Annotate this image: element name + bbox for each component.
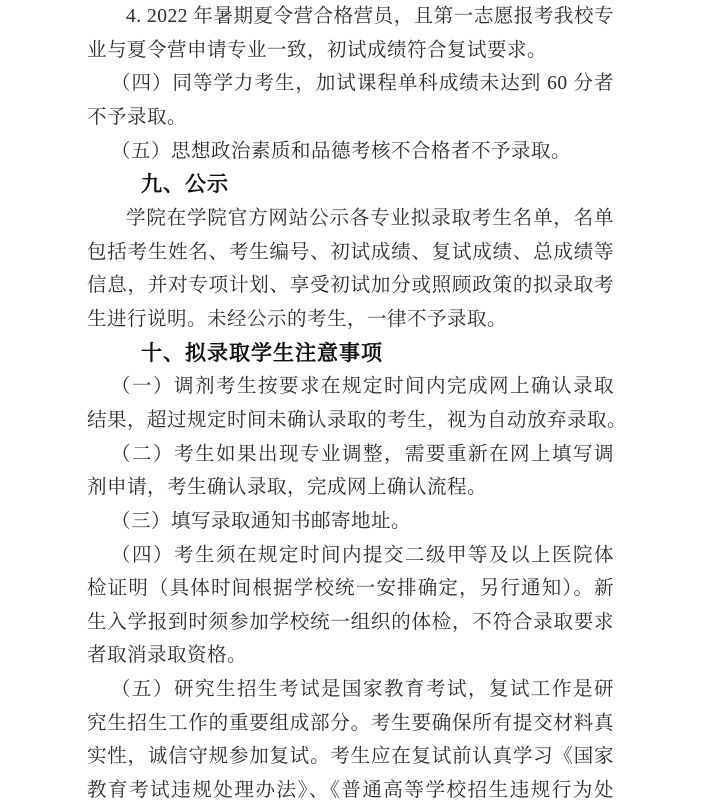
text-line: 检证明（具体时间根据学校统一安排确定，另行通知）。新 [87,578,614,600]
text-line: 实性，诚信守规参加复试。考生应在复试前认真学习《国家 [87,746,614,768]
text-line: （五）研究生招生考试是国家教育考试，复试工作是研 [111,679,614,701]
text-line: （四）同等学力考生，加试课程单科成绩未达到 60 分者 [111,73,614,95]
text-line: （二）考生如果出现专业调整，需要重新在网上填写调 [111,443,614,465]
text-line: （三）填写录取通知书邮寄地址。 [111,510,412,532]
section-heading: 九、公示 [141,173,229,197]
text-line: 生入学报到时须参加学校统一组织的体检，不符合录取要求 [87,611,614,633]
text-line: （四）考生须在规定时间内提交二级甲等及以上医院体 [111,544,614,566]
text-line: 教育考试违规处理办法》、《普通高等学校招生违规行为处 [87,780,614,802]
text-line: 生进行说明。未经公示的考生，一律不予录取。 [87,308,508,330]
text-line: 不予录取。 [87,106,188,128]
text-line: 信息，并对专项计划、享受初试加分或照顾政策的拟录取考 [87,275,614,297]
text-line: 学院在学院官方网站公示各专业拟录取考生名单，名单 [126,207,614,229]
text-line: 剂申请，考生确认录取，完成网上确认流程。 [87,477,488,499]
text-line: （一）调剂考生按要求在规定时间内完成网上确认录取 [111,376,614,398]
text-line: 业与夏令营申请专业一致，初试成绩符合复试要求。 [87,39,548,61]
document-content [87,0,628,808]
text-line: 究生招生工作的重要组成部分。考生要确保所有提交材料真 [87,712,614,734]
text-line: 4. 2022 年暑期夏令营合格营员，且第一志愿报考我校专 [126,6,614,27]
section-heading: 十、拟录取学生注意事项 [141,341,383,365]
text-line: 包括考生姓名、考生编号、初试成绩、复试成绩、总成绩等 [87,241,614,263]
text-line: （五）思想政治素质和品德考核不合格者不予录取。 [111,140,572,162]
text-line: 者取消录取资格。 [87,645,248,667]
text-line: 结果，超过规定时间未确认录取的考生，视为自动放弃录取。 [87,409,628,431]
